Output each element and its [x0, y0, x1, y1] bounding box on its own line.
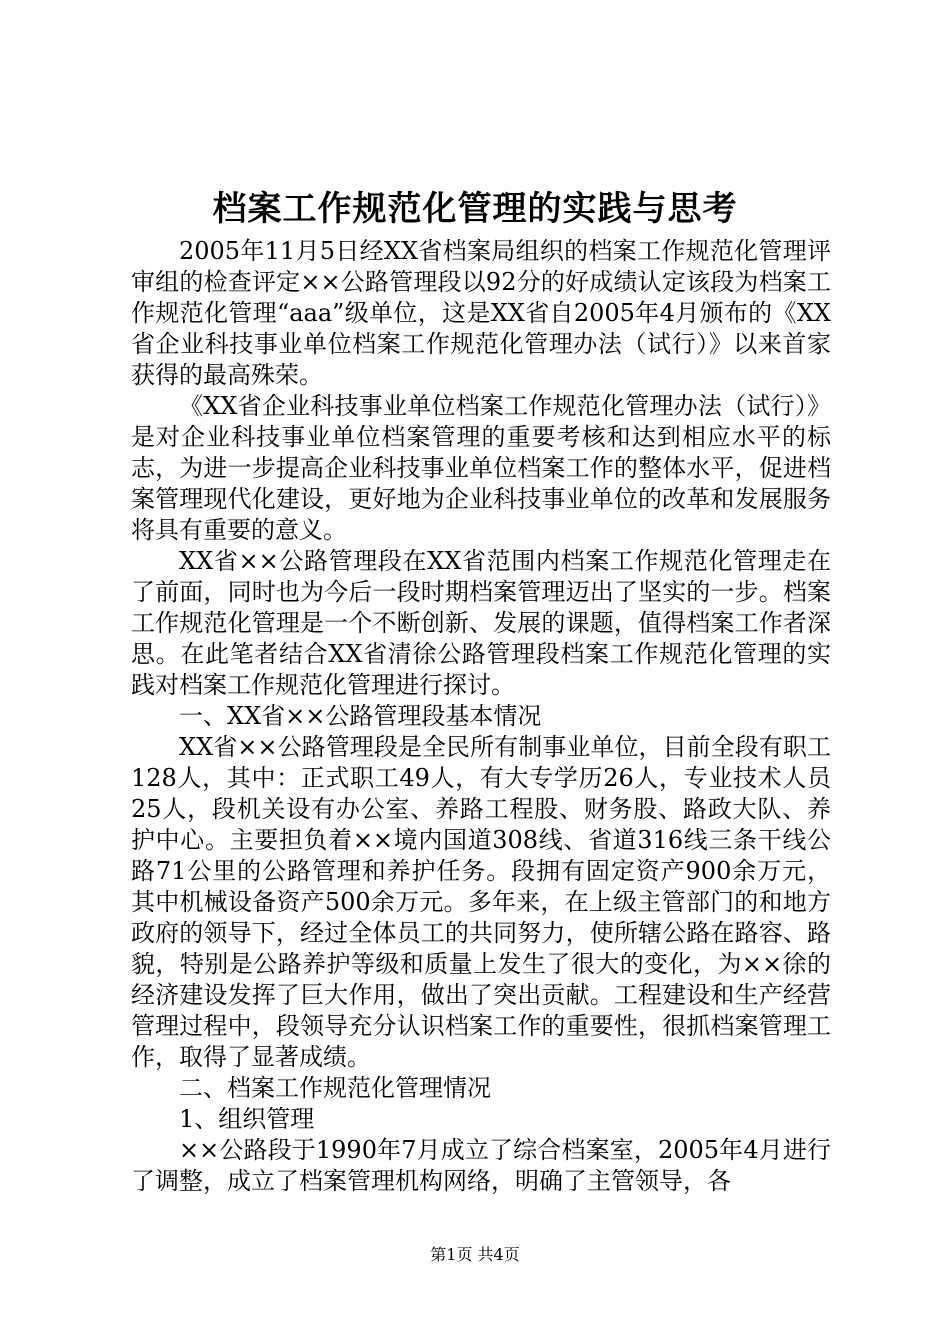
paragraph-regulation-significance: 《XX省企业科技事业单位档案工作规范化管理办法（试行）》是对企业科技事业单位档案管理的重要考核和达到相应水平的标志，为进一步提高企业科技事业单位档案工作的整体水平，促进档案管理现代化建设，更好地为企业科技事业单位的改革和发展服务将具有重要的意义。 — [131, 392, 831, 544]
document-body — [131, 236, 831, 1197]
page-number-footer: 第1页 共4页 — [430, 1245, 520, 1264]
section-heading-management: 二、档案工作规范化管理情况 — [179, 1074, 491, 1102]
paragraph-basic-info: XX省××公路管理段是全民所有制事业单位，目前全段有职工128人，其中：正式职工49人，有大专学历26人，专业技术人员25人，段机关设有办公室、养路工程股、财务股、路政大队、养护中心。主要担负着××境内国道308线、省道316线三条干线公路71公里的公路管理和养护任务。段拥有固定资产900余万元，其中机械设备资产500余万元。多年来，在上级主管部门的和地方政府的领导下，经过全体员工的共同努力，使所辖公路在路容、路貌，特别是公路养护等级和质量上发生了很大的变化，为××徐的经济建设发挥了巨大作用，做出了突出贡献。工程建设和生产经营管理过程中，段领导充分认识档案工作的重要性，很抓档案管理工作，取得了显著成绩。 — [131, 733, 831, 1071]
section-heading-basic-info: 一、XX省××公路管理段基本情况 — [179, 702, 542, 730]
paragraph-intro: 2005年11月5日经XX省档案局组织的档案工作规范化管理评审组的检查评定××公路管理段以92分的好成绩认定该段为档案工作规范化管理“aaa”级单位，这是XX省自2005年4月颁布的《XX省企业科技事业单位档案工作规范化管理办法（试行）》以来首家获得的最高殊荣。 — [131, 237, 831, 389]
document-title: 档案工作规范化管理的实践与思考 — [212, 189, 738, 229]
subsection-heading-organization: 1、组织管理 — [179, 1105, 315, 1133]
paragraph-organization: ××公路段于1990年7月成立了综合档案室，2005年4月进行了调整，成立了档案管理机构网络，明确了主管领导，各 — [131, 1136, 831, 1195]
paragraph-pioneer: XX省××公路管理段在XX省范围内档案工作规范化管理走在了前面，同时也为今后一段时期档案管理迈出了坚实的一步。档案工作规范化管理是一个不断创新、发展的课题，值得档案工作者深思。在此笔者结合XX省清徐公路管理段档案工作规范化管理的实践对档案工作规范化管理进行探讨。 — [131, 547, 831, 699]
